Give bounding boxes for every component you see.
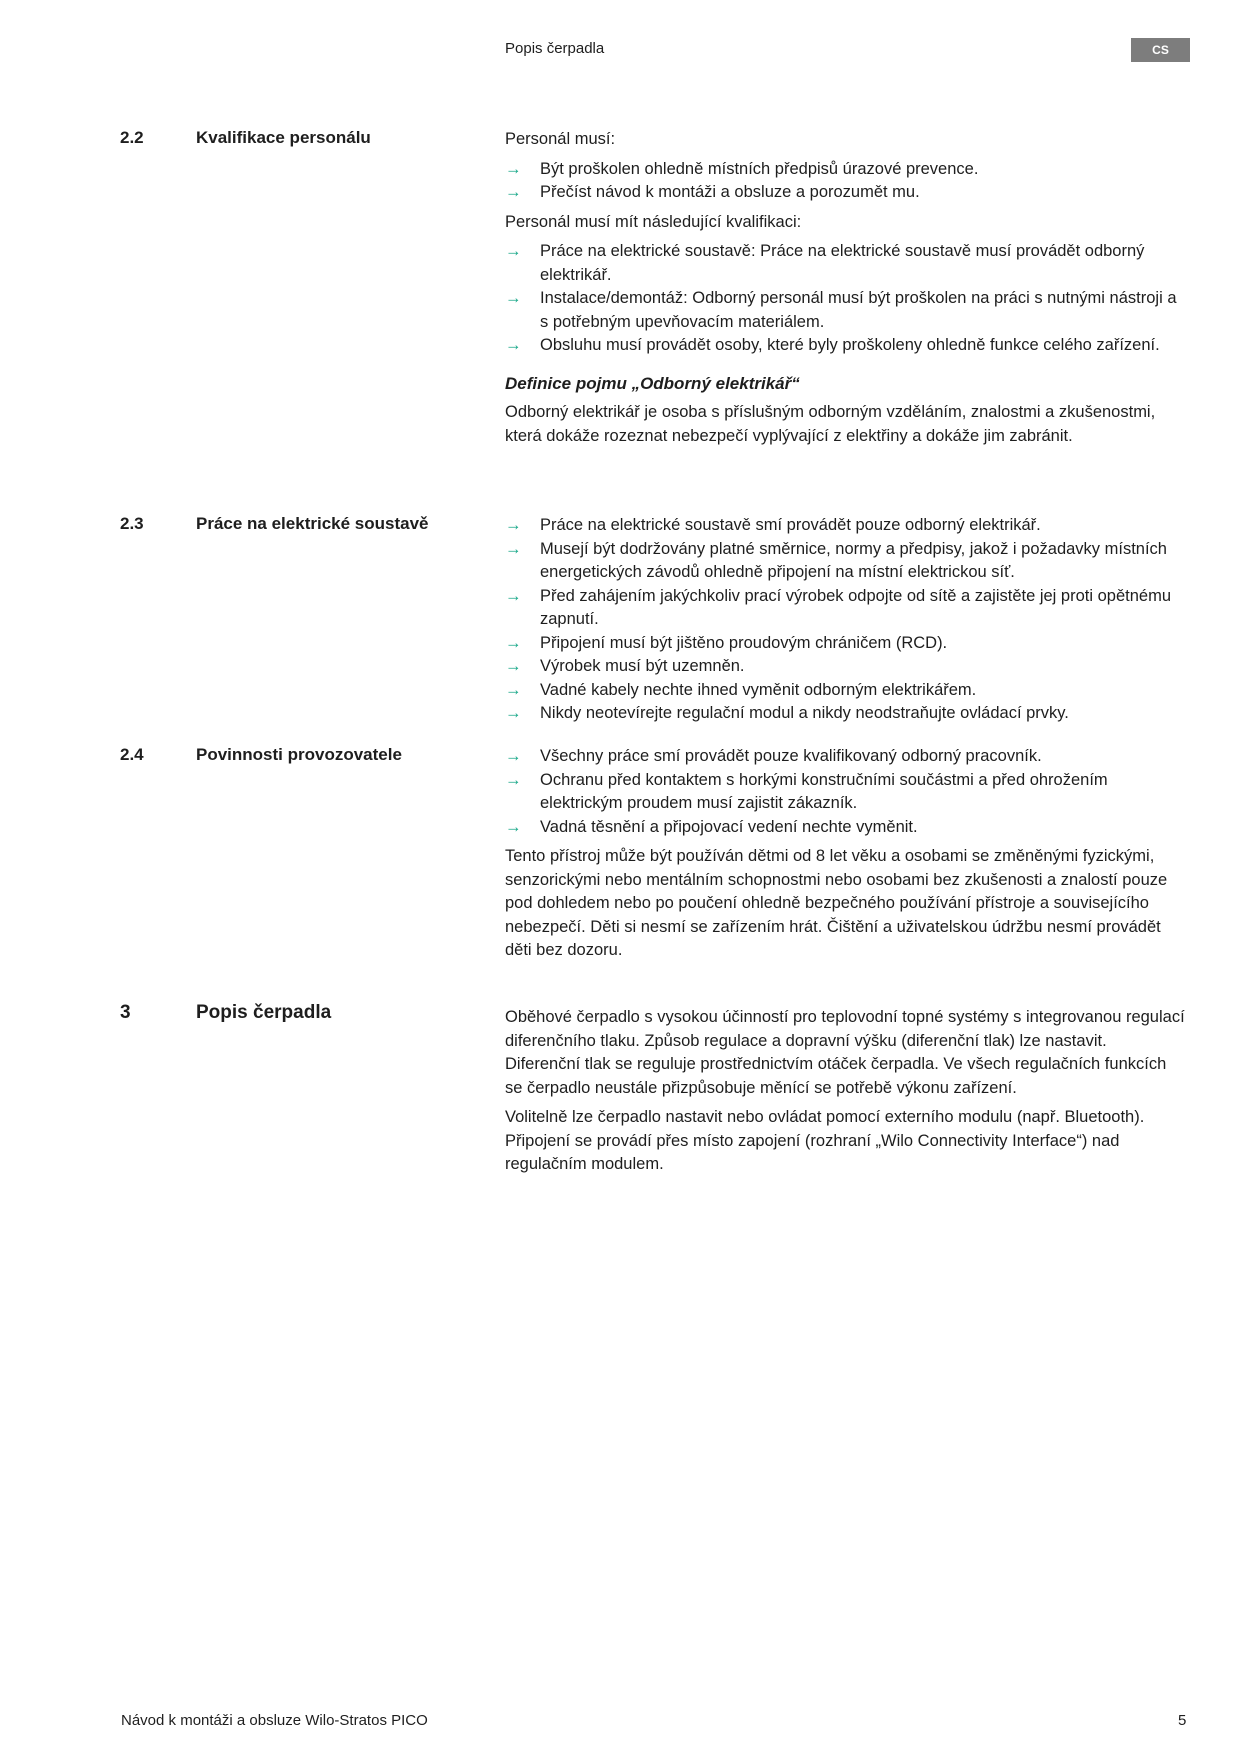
list-item-text: Ochranu před kontaktem s horkými konstručními součástmi a před ohrožením elektrickým proudem musí zajistit zákazník.: [540, 770, 1108, 812]
list-item-text: Být proškolen ohledně místních předpisů úrazové prevence.: [540, 159, 979, 178]
arrow-right-icon: →: [505, 183, 522, 201]
list-item: [505, 769, 1185, 816]
list-item-text: Výrobek musí být uzemněn.: [540, 657, 745, 675]
paragraph: Personál musí mít následující kvalifikaci:: [505, 212, 802, 231]
language-badge: CS: [1131, 38, 1190, 62]
list-item-text: Musejí být dodržovány platné směrnice, normy a předpisy, jakož i požadavky místních energetických závodů ohledně připojení na místní elektrickou síť.: [540, 539, 1167, 581]
list-item: [505, 158, 1185, 182]
arrow-right-icon: →: [505, 657, 522, 675]
section-body: [505, 128, 1185, 454]
list-item-text: Nikdy neotevírejte regulační modul a nikdy neodstraňujte ovládací prvky.: [540, 704, 1069, 722]
bullet-list: [505, 158, 1185, 205]
list-item: [505, 679, 1185, 703]
footer-document-title: Návod k montáži a obsluze Wilo-Stratos PICO: [121, 1712, 428, 1729]
arrow-right-icon: →: [505, 289, 522, 307]
list-item: [505, 585, 1185, 632]
section-number: 2.2: [120, 128, 144, 147]
section-number: 2.4: [120, 745, 144, 764]
list-item: [505, 655, 1185, 679]
section-title: Kvalifikace personálu: [196, 128, 371, 147]
list-item: [505, 334, 1185, 358]
section-body: [505, 1006, 1185, 1183]
arrow-right-icon: →: [505, 633, 522, 652]
list-item: [505, 816, 1185, 840]
list-item-text: Před zahájením jakýchkoliv prací výrobek odpojte od sítě a zajistěte jej proti opětnému zapnutí.: [540, 586, 1172, 628]
section-number: 3: [120, 1002, 131, 1023]
section-title: Práce na elektrické soustavě: [196, 514, 429, 533]
bullet-list: [505, 745, 1185, 839]
list-item-text: Instalace/demontáž: Odborný personál musí být proškolen na práci s nutnými nástroji a s potřebným upevňovacím materiálem.: [540, 289, 1177, 331]
list-item-text: Práce na elektrické soustavě smí provádět pouze odborný elektrikář.: [540, 516, 1041, 534]
list-item-text: Přečíst návod k montáži a obsluze a porozumět mu.: [540, 183, 920, 201]
arrow-right-icon: →: [505, 242, 522, 260]
arrow-right-icon: →: [505, 770, 522, 789]
paragraph: Personál musí:: [505, 130, 616, 148]
section-title: Povinnosti provozovatele: [196, 745, 402, 764]
list-item-text: Vadné kabely nechte ihned vyměnit odborným elektrikářem.: [540, 680, 977, 699]
running-header: Popis čerpadla: [505, 40, 605, 57]
arrow-right-icon: →: [505, 539, 522, 558]
list-item-text: Práce na elektrické soustavě: Práce na elektrické soustavě musí provádět odborný elektrikář.: [540, 242, 1145, 284]
arrow-right-icon: →: [505, 680, 522, 699]
section-body: [505, 514, 1185, 732]
list-item: [505, 240, 1185, 287]
list-item: [505, 632, 1185, 656]
list-item: [505, 287, 1185, 334]
subheading: Definice pojmu „Odborný elektrikář“: [505, 373, 800, 393]
arrow-right-icon: →: [505, 704, 522, 722]
list-item: [505, 181, 1185, 205]
bullet-list: [505, 240, 1185, 358]
bullet-list: [505, 514, 1185, 726]
arrow-right-icon: →: [505, 747, 522, 765]
list-item-text: Připojení musí být jištěno proudovým chráničem (RCD).: [540, 633, 948, 652]
list-item-text: Vadná těsnění a připojovací vedení nechte vyměnit.: [540, 817, 918, 836]
paragraph: Oběhové čerpadlo s vysokou účinností pro teplovodní topné systémy s integrovanou regulací diferenčního tlaku. Způsob regulace a dopravní výšku (diferenční tlak) lze nastavit. Diferenční tlak se reguluje prostřednictvím otáček čerpadla. Ve všech regulačních funkcích se čerpadlo neustále přizpůsobuje měnící se potřebě výkonu zařízení.: [505, 1008, 1185, 1097]
arrow-right-icon: →: [505, 336, 522, 354]
arrow-right-icon: →: [505, 586, 522, 605]
list-item-text: Obsluhu musí provádět osoby, které byly proškoleny ohledně funkce celého zařízení.: [540, 336, 1160, 354]
paragraph: Odborný elektrikář je osoba s příslušným odborným vzděláním, znalostmi a zkušenostmi, která dokáže rozeznat nebezpečí vyplývající z elektřiny a dokáže jim zabránit.: [505, 403, 1156, 445]
list-item: [505, 514, 1185, 538]
paragraph: Volitelně lze čerpadlo nastavit nebo ovládat pomocí externího modulu (např. Bluetooth). Připojení se provádí přes místo zapojení (rozhraní „Wilo Connectivity Interface“) nad regulačním modulem.: [505, 1108, 1145, 1173]
page-number: 5: [1178, 1712, 1187, 1729]
section-body: [505, 745, 1185, 969]
list-item: [505, 538, 1185, 585]
section-title: Popis čerpadla: [196, 1002, 332, 1023]
arrow-right-icon: →: [505, 817, 522, 836]
list-item: [505, 745, 1185, 769]
list-item-text: Všechny práce smí provádět pouze kvalifikovaný odborný pracovník.: [540, 747, 1042, 765]
paragraph: Tento přístroj může být používán dětmi od 8 let věku a osobami se změněnými fyzickými, senzorickými nebo mentálním schopnostmi nebo osobami bez zkušenosti a znalostí pouze pod dohledem nebo po poučení ohledně bezpečného používání přístroje a souvisejícího nebezpečí. Děti si nesmí se zařízením hrát. Čištění a uživatelskou údržbu nesmí provádět děti bez dozoru.: [505, 847, 1168, 959]
arrow-right-icon: →: [505, 516, 522, 534]
arrow-right-icon: →: [505, 159, 522, 178]
section-number: 2.3: [120, 514, 144, 533]
list-item: [505, 702, 1185, 726]
